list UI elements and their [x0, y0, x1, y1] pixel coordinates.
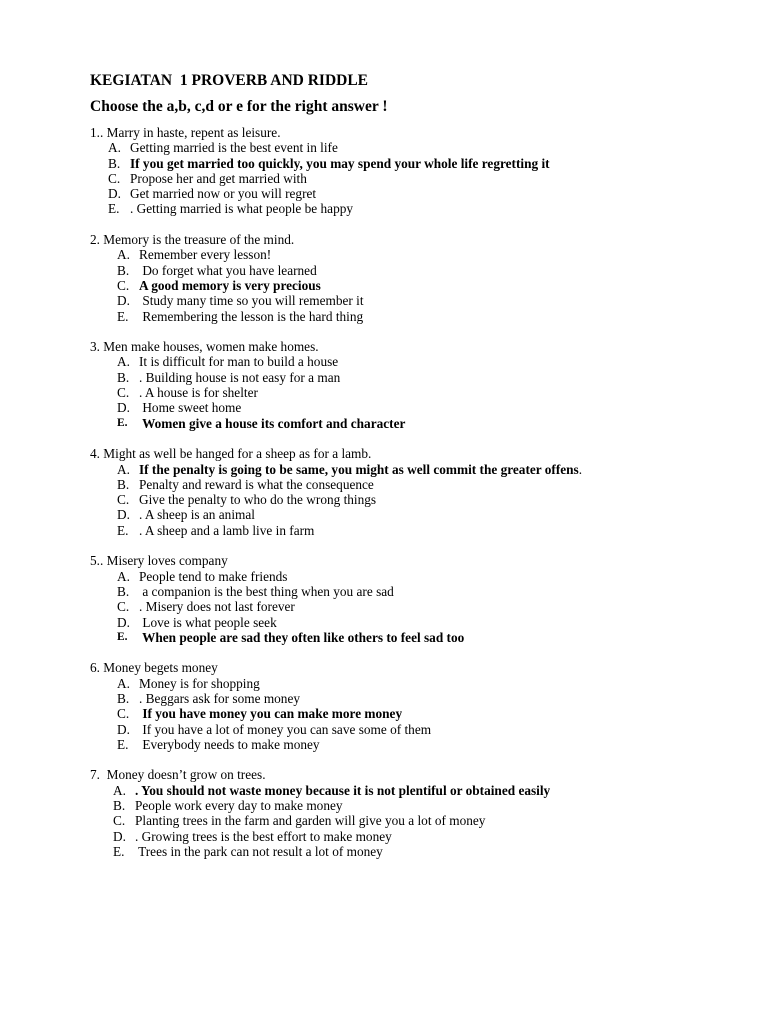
question-stem: 2. Memory is the treasure of the mind. — [90, 232, 295, 248]
answer-option — [90, 171, 730, 186]
option-text: People work every day to make money — [135, 798, 343, 814]
option-letter: B. — [117, 476, 130, 492]
option-text: a companion is the best thing when you are sad — [139, 583, 394, 599]
answer-option — [90, 477, 730, 492]
correct-answer-text: If you have money you can make more money — [139, 706, 403, 722]
answer-option — [90, 798, 730, 813]
question-block — [90, 339, 730, 431]
option-letter: D. — [108, 186, 121, 202]
answer-option — [90, 400, 730, 415]
answer-option — [90, 706, 730, 721]
answer-option — [90, 783, 730, 798]
option-letter: B. — [113, 798, 126, 814]
option-letter: A. — [117, 568, 130, 584]
option-letter: A. — [117, 247, 130, 263]
option-letter: B. — [117, 262, 130, 278]
question-stem: 1.. Marry in haste, repent as leisure. — [90, 125, 281, 140]
answer-option — [90, 354, 730, 369]
answer-option — [90, 247, 730, 262]
answer-option — [90, 813, 730, 828]
option-letter: D. — [117, 614, 130, 630]
option-text: Planting trees in the farm and garden will give you a lot of money — [135, 813, 486, 829]
option-letter: D. — [117, 293, 130, 309]
option-letter: E. — [117, 416, 128, 429]
answer-option — [90, 507, 730, 522]
option-suffix: . — [578, 461, 583, 477]
answer-option — [90, 676, 730, 691]
question-stem: 6. Money begets money — [90, 660, 218, 676]
option-letter: E. — [117, 630, 128, 643]
correct-answer-text: A good memory is very precious — [139, 277, 321, 293]
correct-answer-text: When people are sad they often like others to feel sad too — [139, 629, 465, 645]
option-text: If you have a lot of money you can save some of them — [139, 721, 432, 737]
question-block — [90, 232, 730, 324]
answer-option — [90, 844, 730, 859]
option-text: Remember every lesson! — [139, 247, 272, 263]
option-text: . Building house is not easy for a man — [139, 369, 341, 385]
option-text: Money is for shopping — [139, 675, 260, 691]
answer-option — [90, 462, 730, 477]
option-text: Home sweet home — [139, 400, 242, 416]
answer-option — [90, 263, 730, 278]
answer-option — [90, 140, 730, 155]
answer-option — [90, 492, 730, 507]
option-letter: A. — [113, 782, 126, 798]
option-letter: C. — [113, 813, 126, 829]
answer-option — [90, 722, 730, 737]
answer-option — [90, 599, 730, 614]
answer-option — [90, 630, 730, 645]
option-text: Penalty and reward is what the consequence — [139, 476, 374, 492]
option-text: Trees in the park can not result a lot of money — [135, 843, 383, 859]
answer-option — [90, 186, 730, 201]
option-letter: C. — [117, 277, 130, 293]
question-block — [90, 446, 730, 538]
answer-option — [90, 201, 730, 216]
answer-option — [90, 370, 730, 385]
answer-option — [90, 156, 730, 171]
question-block — [90, 660, 730, 752]
question-list — [90, 125, 730, 875]
option-letter: D. — [117, 400, 130, 416]
option-letter: C. — [117, 706, 130, 722]
question-stem: 4. Might as well be hanged for a sheep as for a lamb. — [90, 446, 372, 462]
option-letter: E. — [113, 843, 125, 859]
option-letter: A. — [117, 461, 130, 477]
page-title: KEGIATAN 1 PROVERB AND RIDDLE — [90, 72, 369, 89]
option-letter: D. — [113, 828, 126, 844]
option-text: Get married now or you will regret — [130, 186, 317, 202]
answer-option — [90, 293, 730, 308]
answer-option — [90, 691, 730, 706]
answer-option — [90, 829, 730, 844]
option-text: Propose her and get married with — [130, 170, 307, 186]
option-letter: A. — [117, 354, 130, 370]
answer-option — [90, 278, 730, 293]
option-text: . Misery does not last forever — [139, 599, 295, 615]
question-block — [90, 767, 730, 859]
option-letter: D. — [117, 721, 130, 737]
option-text: Remembering the lesson is the hard thing — [139, 308, 364, 324]
option-text: Do forget what you have learned — [139, 262, 317, 278]
option-text: Getting married is the best event in life — [130, 140, 338, 156]
option-letter: C. — [117, 599, 130, 615]
option-text: . A sheep is an animal — [139, 507, 255, 523]
option-text: . A house is for shelter — [139, 385, 258, 401]
option-letter: B. — [108, 155, 121, 171]
option-text: . Getting married is what people be happy — [130, 201, 354, 217]
option-letter: E. — [108, 201, 120, 217]
answer-option — [90, 737, 730, 752]
option-text: . Beggars ask for some money — [139, 690, 301, 706]
correct-answer-text: . You should not waste money because it is not plentiful or obtained easily — [135, 782, 551, 798]
answer-option — [90, 615, 730, 630]
option-letter: E. — [117, 308, 129, 324]
question-stem: 5.. Misery loves company — [90, 553, 228, 569]
correct-answer-text: Women give a house its comfort and character — [139, 415, 406, 431]
answer-option — [90, 385, 730, 400]
question-stem: 7. Money doesn’t grow on trees. — [90, 767, 266, 783]
option-letter: E. — [117, 522, 129, 538]
option-letter: D. — [117, 507, 130, 523]
option-text: Love is what people seek — [139, 614, 277, 630]
question-block — [90, 553, 730, 645]
option-letter: A. — [117, 675, 130, 691]
instruction-text: Choose the a,b, c,d or e for the right answer ! — [90, 98, 388, 115]
answer-option — [90, 416, 730, 431]
option-letter: A. — [108, 140, 121, 156]
option-letter: C. — [117, 385, 130, 401]
answer-option — [90, 309, 730, 324]
option-text: . A sheep and a lamb live in farm — [139, 522, 315, 538]
answer-option — [90, 569, 730, 584]
option-text: People tend to make friends — [139, 568, 288, 584]
correct-answer-text: If you get married too quickly, you may spend your whole life regretting it — [130, 155, 550, 171]
option-letter: C. — [117, 492, 130, 508]
option-text: Everybody needs to make money — [139, 736, 320, 752]
option-letter: C. — [108, 170, 121, 186]
question-stem: 3. Men make houses, women make homes. — [90, 339, 319, 355]
option-letter: B. — [117, 369, 130, 385]
option-text: Study many time so you will remember it — [139, 293, 364, 309]
question-block — [90, 125, 730, 217]
option-text: It is difficult for man to build a house — [139, 354, 339, 370]
answer-option — [90, 523, 730, 538]
option-text: Give the penalty to who do the wrong things — [139, 492, 377, 508]
answer-option — [90, 584, 730, 599]
option-text: . Growing trees is the best effort to make money — [135, 828, 392, 844]
correct-answer-text: If the penalty is going to be same, you might as well commit the greater offens — [139, 461, 579, 477]
option-letter: B. — [117, 583, 130, 599]
option-letter: B. — [117, 690, 130, 706]
option-letter: E. — [117, 736, 129, 752]
